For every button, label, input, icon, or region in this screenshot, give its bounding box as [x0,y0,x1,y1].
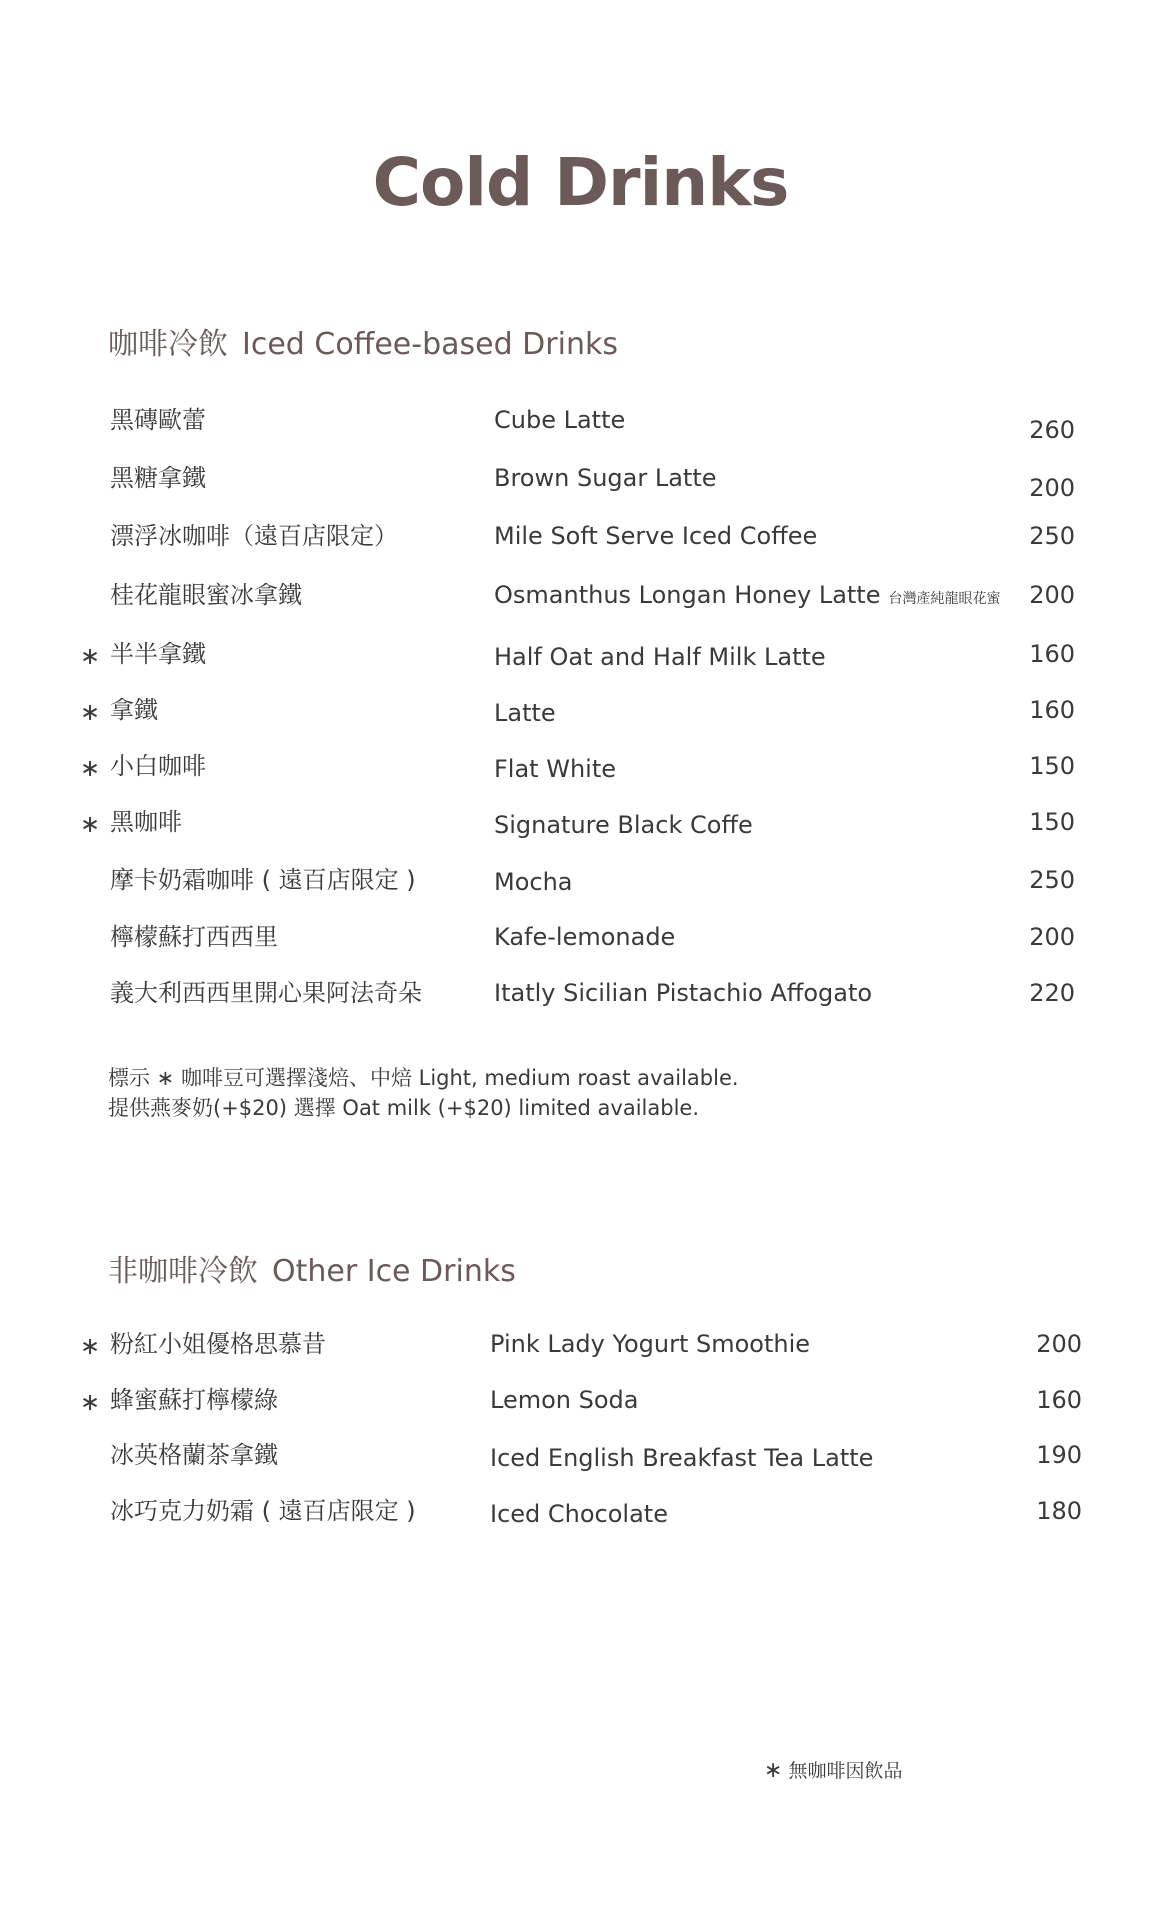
note-line: 標示 ∗ 咖啡豆可選擇淺焙、中焙 Light, medium roast available. [108,1066,739,1090]
item-price: 260 [1029,416,1075,444]
menu-item [0,1443,1161,1483]
item-name-en: Mocha [494,868,573,896]
item-name-en: Cube Latte [494,406,626,434]
menu-item [0,754,1161,794]
item-name-zh: 粉紅小姐優格思慕昔 [110,1330,326,1358]
item-price: 160 [1036,1386,1082,1414]
item-price: 250 [1029,522,1075,550]
item-name-en: Iced English Breakfast Tea Latte [490,1444,874,1472]
item-name-zh: 冰巧克力奶霜 ( 遠百店限定 ) [110,1497,416,1525]
item-name-zh: 黑咖啡 [110,808,182,836]
item-name-zh: 半半拿鐵 [110,640,206,668]
item-name-en: Brown Sugar Latte [494,464,717,492]
section-heading-other [108,1254,516,1289]
item-price: 180 [1036,1497,1082,1525]
item-note: 台灣產純龍眼花蜜 [888,591,1001,607]
section-heading-zh: 咖啡冷飲 [108,327,228,362]
legend-text: 無咖啡因飲品 [788,1760,903,1782]
item-name-en: Half Oat and Half Milk Latte [494,643,826,671]
menu-item [0,524,1161,564]
menu-item [0,981,1161,1021]
page-title: Cold Drinks [372,144,789,221]
item-price: 150 [1029,808,1075,836]
item-price: 200 [1029,581,1075,609]
star-icon: ∗ [80,1332,101,1360]
star-icon: ∗ [80,810,101,838]
item-name-zh: 拿鐵 [110,696,158,724]
menu-item [0,408,1161,448]
item-price: 160 [1029,696,1075,724]
item-price: 200 [1029,923,1075,951]
star-icon: ∗ [80,754,101,782]
item-name-en: Mile Soft Serve Iced Coffee [494,522,818,550]
item-price: 190 [1036,1441,1082,1469]
item-price: 250 [1029,866,1075,894]
menu-item [0,583,1161,623]
section-heading-en: Other Ice Drinks [272,1254,516,1289]
item-name-zh: 桂花龍眼蜜冰拿鐵 [110,581,302,609]
item-name-zh: 漂浮冰咖啡（遠百店限定） [110,522,398,550]
item-price: 200 [1029,474,1075,502]
section-heading-zh: 非咖啡冷飲 [108,1254,258,1289]
item-name-en: Iced Chocolate [490,1500,668,1528]
item-name-en: Osmanthus Longan Honey Latte 台灣產純龍眼花蜜 [494,581,1001,609]
item-name-en: Pink Lady Yogurt Smoothie [490,1330,811,1358]
section-heading-en: Iced Coffee-based Drinks [242,327,618,362]
menu-item [0,1332,1161,1372]
menu-item [0,925,1161,965]
item-name-en: Signature Black Coffe [494,811,753,839]
note-line: 提供燕麥奶(+$20) 選擇 Oat milk (+$20) limited available. [108,1096,700,1120]
item-name-en: Lemon Soda [490,1386,639,1414]
item-name-en: Latte [494,699,556,727]
item-price: 150 [1029,752,1075,780]
footer-legend [764,1756,902,1783]
section-heading-coffee [108,327,618,362]
item-price: 220 [1029,979,1075,1007]
item-price: 160 [1029,640,1075,668]
item-name-en: Itatly Sicilian Pistachio Affogato [494,979,873,1007]
item-name-en: Kafe-lemonade [494,923,676,951]
menu-item [0,810,1161,850]
item-name-zh: 義大利西西里開心果阿法奇朵 [110,979,422,1007]
item-name-zh: 黑糖拿鐵 [110,464,206,492]
item-name-zh: 小白咖啡 [110,752,206,780]
menu-item [0,698,1161,738]
item-name-en: Flat White [494,755,617,783]
item-name-zh: 黑磚歐蕾 [110,406,206,434]
item-name-zh: 檸檬蘇打西西里 [110,923,278,951]
item-price: 200 [1036,1330,1082,1358]
menu-item [0,1499,1161,1539]
item-name-zh: 摩卡奶霜咖啡 ( 遠百店限定 ) [110,866,416,894]
item-name-zh: 冰英格蘭茶拿鐵 [110,1441,278,1469]
star-icon: ∗ [80,642,101,670]
menu-item [0,466,1161,506]
menu-item [0,868,1161,908]
star-icon: ∗ [80,1388,101,1416]
menu-item [0,1388,1161,1428]
item-name-zh: 蜂蜜蘇打檸檬綠 [110,1386,278,1414]
roast-notes [108,1063,739,1123]
star-icon: ∗ [80,698,101,726]
menu-item [0,642,1161,682]
star-icon: ∗ [764,1758,783,1783]
